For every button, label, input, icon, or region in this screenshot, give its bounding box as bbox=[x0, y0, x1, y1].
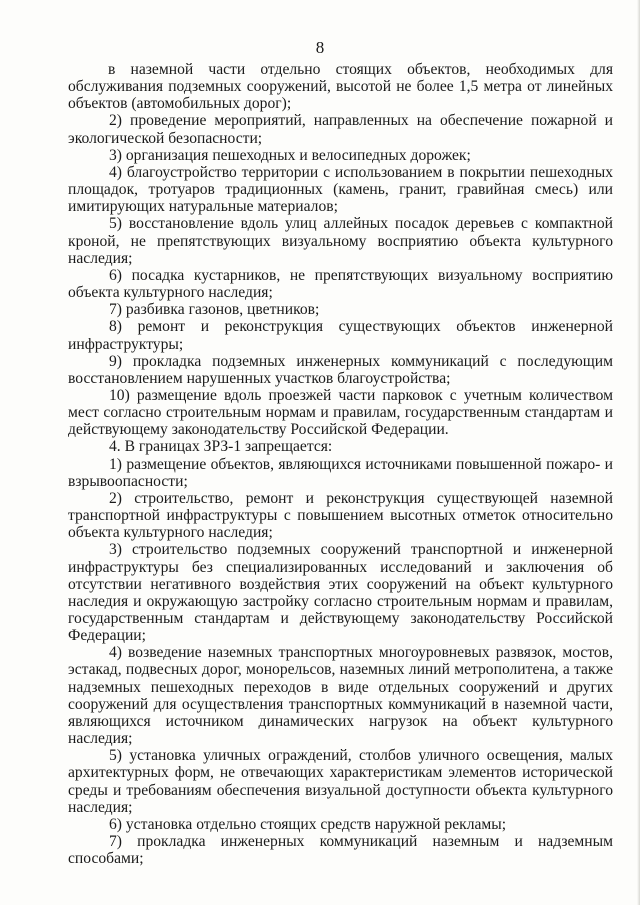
list-item-3: 3) организация пешеходных и велосипедных дорожек; bbox=[109, 146, 471, 164]
list-item-7: 7) разбивка газонов, цветников; bbox=[109, 301, 320, 319]
document-body bbox=[68, 61, 613, 867]
prohibited-item-2: 2) строительство, ремонт и реконструкция существующей наземной транспортной инфраструктуры с повышением высотных отметок относительно объекта культурного наследия; bbox=[68, 489, 613, 542]
prohibited-item-4: 4) возведение наземных транспортных многоуровневых развязок, мостов, эстакад, подвесных дорог, монорельсов, наземных линий метрополитена, а также надземных пешеходных переходов в виде отдельных сооружений и других сооружений для осуществления транспортных коммуникаций в наземной части, являющихся источником динамических нагрузок на объект культурного наследия; bbox=[68, 644, 613, 748]
prohibited-item-6: 6) установка отдельно стоящих средств наружной рекламы; bbox=[109, 815, 507, 833]
page-number: 8 bbox=[315, 38, 325, 57]
list-item-4: 4) благоустройство территории с использованием в покрытии пешеходных площадок, тротуаров традиционных (камень, гранит, гравийная смесь) или имитирующих натуральные материалов; bbox=[68, 163, 613, 216]
list-item-2: 2) проведение мероприятий, направленных на обеспечение пожарной и экологической безопасности; bbox=[68, 112, 613, 147]
prohibited-item-7: 7) прокладка инженерных коммуникаций наземным и надземным способами; bbox=[68, 833, 613, 868]
paragraph-continuation: в наземной части отдельно стоящих объектов, необходимых для обслуживания подземных сооружений, высотой не более 1,5 метра от линейных объектов (автомобильных дорог); bbox=[68, 61, 613, 113]
prohibited-item-1: 1) размещение объектов, являющихся источниками повышенной пожаро- и взрывоопасности; bbox=[68, 455, 613, 490]
list-item-5: 5) восстановление вдоль улиц аллейных посадок деревьев с компактной кроной, не препятствующих визуальному восприятию объекта культурного наследия; bbox=[68, 215, 613, 267]
list-item-8: 8) ремонт и реконструкция существующих объектов инженерной инфраструктуры; bbox=[68, 318, 613, 353]
prohibited-item-5: 5) установка уличных ограждений, столбов уличного освещения, малых архитектурных форм, не отвечающих характеристикам элементов исторической среды и требованиям обеспечения визуальной доступности объекта культурного наследия; bbox=[68, 747, 613, 816]
list-item-9: 9) прокладка подземных инженерных коммуникаций с последующим восстановлением нарушенных участков благоустройства; bbox=[68, 352, 613, 387]
prohibited-item-3: 3) строительство подземных сооружений транспортной и инженерной инфраструктуры без специализированных исследований и заключения об отсутствии негативного воздействия этих сооружений на объект культурного наследия и окружающую застройку согласно строительным нормам и правилам, государственным стандартам и действующему законодательству Российской Федерации; bbox=[68, 541, 613, 645]
section-heading-4: 4. В границах ЗРЗ-1 запрещается: bbox=[109, 438, 333, 456]
list-item-6: 6) посадка кустарников, не препятствующих визуальному восприятию объекта культурного наследия; bbox=[68, 266, 613, 302]
list-item-10: 10) размещение вдоль проезжей части парковок с учетным количеством мест согласно строительным нормам и правилам, государственным стандартам и действующему законодательству Российской Федерации. bbox=[68, 386, 613, 439]
